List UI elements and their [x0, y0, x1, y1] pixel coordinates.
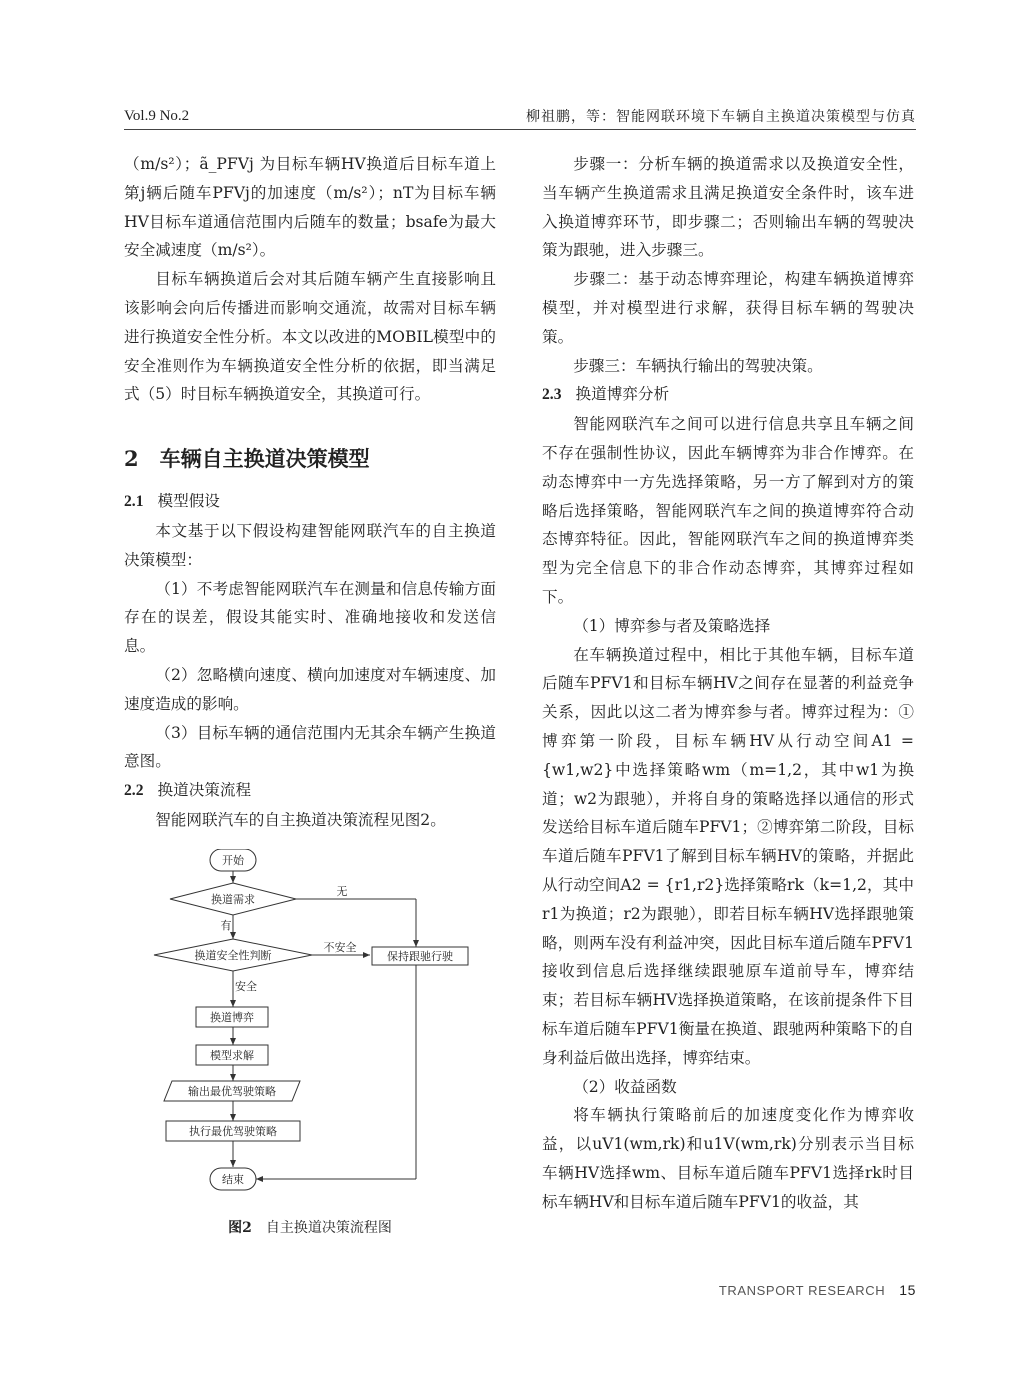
paragraph-safety: 目标车辆换道后会对其后随车辆产生直接影响且该影响会向后传播进而影响交通流，故需对目标车辆进行换道安全性分析。本文以改进的MOBIL模型中的安全准则作为车辆换道安全性分析的依据，即当满足式（5）时目标车辆换道安全，其换道可行。 [124, 270, 496, 404]
paragraph-assumption-2: （2）忽略横向速度、横向加速度对车辆速度、加速度造成的影响。 [124, 665, 496, 713]
subsection-number: 2.1 [124, 493, 144, 511]
subsection-2-2 [124, 776, 496, 806]
safe-label: 安全 [235, 979, 257, 993]
paragraph-participants: 在车辆换道过程中，相比于其他车辆，目标车道后随车PFV1和目标车辆HV之间存在显著的利益竞争关系，因此以这二者为博弈参与者。博弈过程为：①博弈第一阶段，目标车辆HV从行动空间A1 = {w1,w2}中选择策略wm（m=1,2，其中w1为换道；w2为跟驰），并将自身的策略选择以通信的形式发送给目标车道后随车PFV1；②博弈第二阶段，目标车道后随车PFV1了解到目标车辆HV的策略，并据此从行动空间A2 = {r1,r2}选择策略rk（k=1,2，其中r1为换道；r2为跟驰），即若目标车辆HV选择跟驰策略，则两车没有利益冲突，因此目标车道后随车PFV1接收到信息后选择继续跟驰原车道前导车，博弈结束；若目标车辆HV选择换道策略，在该前提条件下目标车道后随车PFV1衡量在换道、跟驰两种策略下的自身利益后做出选择，博弈结束。 [542, 645, 914, 1067]
caption-label: 图2 [228, 1219, 252, 1236]
execute-label: 执行最优驾驶策略 [189, 1124, 277, 1138]
flowchart-figure [124, 849, 496, 1249]
output-label: 输出最优驾驶策略 [188, 1084, 276, 1098]
page-footer [719, 1282, 916, 1298]
footer-journal: TRANSPORT RESEARCH [718, 1283, 886, 1298]
right-column [542, 150, 914, 1216]
flowchart-svg [124, 849, 496, 1249]
paragraph-participants-heading: （1）博弈参与者及策略选择 [573, 616, 771, 635]
paragraph-flow-ref: 智能网联汽车的自主换道决策流程见图2。 [155, 810, 446, 829]
keep-label: 保持跟驰行驶 [387, 949, 453, 963]
page-number: 15 [899, 1282, 916, 1298]
paragraph-assumption-1: （1）不考虑智能网联汽车在测量和信息传输方面存在的误差，假设其能实时、准确地接收和发送信息。 [124, 579, 496, 656]
caption-title: 自主换道决策流程图 [265, 1219, 392, 1236]
none-label: 无 [336, 884, 348, 898]
game-label: 换道博弈 [210, 1010, 254, 1024]
figure-caption [124, 1217, 496, 1237]
paragraph-step-1: 步骤一：分析车辆的换道需求以及换道安全性，当车辆产生换道需求且满足换道安全条件时，该车进入换道博弈环节，即步骤二；否则输出车辆的驾驶决策为跟驰，进入步骤三。 [542, 155, 914, 260]
subsection-title: 模型假设 [157, 492, 220, 511]
start-label: 开始 [222, 853, 244, 867]
end-label: 结束 [222, 1172, 244, 1186]
subsection-2-3 [542, 380, 914, 410]
subsection-number: 2.2 [124, 782, 144, 800]
yes-label: 有 [220, 918, 232, 932]
safety-label: 换道安全性判断 [194, 948, 272, 962]
need-label: 换道需求 [211, 892, 255, 906]
running-title: 柳祖鹏，等：智能网联环境下车辆自主换道决策模型与仿真 [526, 109, 916, 125]
header-rule [124, 129, 916, 130]
paragraph-payoff-heading: （2）收益函数 [573, 1077, 677, 1096]
paragraph-variables: （m/s²）；ã_PFVj 为目标车辆HV换道后目标车道上第j辆后随车PFVj的加速度（m/s²）；nT为目标车辆HV目标车道通信范围内后随车的数量；bsafe为最大安全减速度（m/s²）。 [124, 155, 496, 260]
paragraph-step-2: 步骤二：基于动态博弈理论，构建车辆换道博弈模型，并对模型进行求解，获得目标车辆的驾驶决策。 [542, 270, 914, 346]
unsafe-label: 不安全 [323, 940, 357, 954]
paragraph-step-3: 步骤三：车辆执行输出的驾驶决策。 [573, 356, 823, 375]
section-heading: 2 车辆自主换道决策模型 [124, 446, 370, 472]
paragraph-assumption-3: （3）目标车辆的通信范围内无其余车辆产生换道意图。 [124, 723, 496, 771]
left-column [124, 150, 496, 1249]
subsection-title: 换道博弈分析 [575, 385, 670, 404]
journal-volume: Vol.9 No.2 [124, 108, 190, 124]
subsection-title: 换道决策流程 [157, 781, 252, 800]
paragraph-assumption-intro: 本文基于以下假设构建智能网联汽车的自主换道决策模型： [124, 521, 496, 569]
paragraph-payoff: 将车辆执行策略前后的加速度变化作为博弈收益，以uV1(wm,rk)和u1V(wm,rk)分别表示当目标车辆HV选择wm、目标车道后随车PFV1选择rk时目标车辆HV和目标车道后随车PFV1的收益，其 [542, 1106, 914, 1211]
subsection-number: 2.3 [542, 386, 562, 404]
solve-label: 模型求解 [210, 1048, 254, 1062]
paragraph-game-type: 智能网联汽车之间可以进行信息共享且车辆之间不存在强制性协议，因此车辆博弈为非合作博弈。在动态博弈中一方先选择策略，另一方了解到对方的策略后选择策略，智能网联汽车之间的换道博弈符合动态博弈特征。因此，智能网联汽车之间的换道博弈类型为完全信息下的非合作动态博弈，其博弈过程如下。 [542, 415, 914, 606]
subsection-2-1 [124, 487, 496, 517]
